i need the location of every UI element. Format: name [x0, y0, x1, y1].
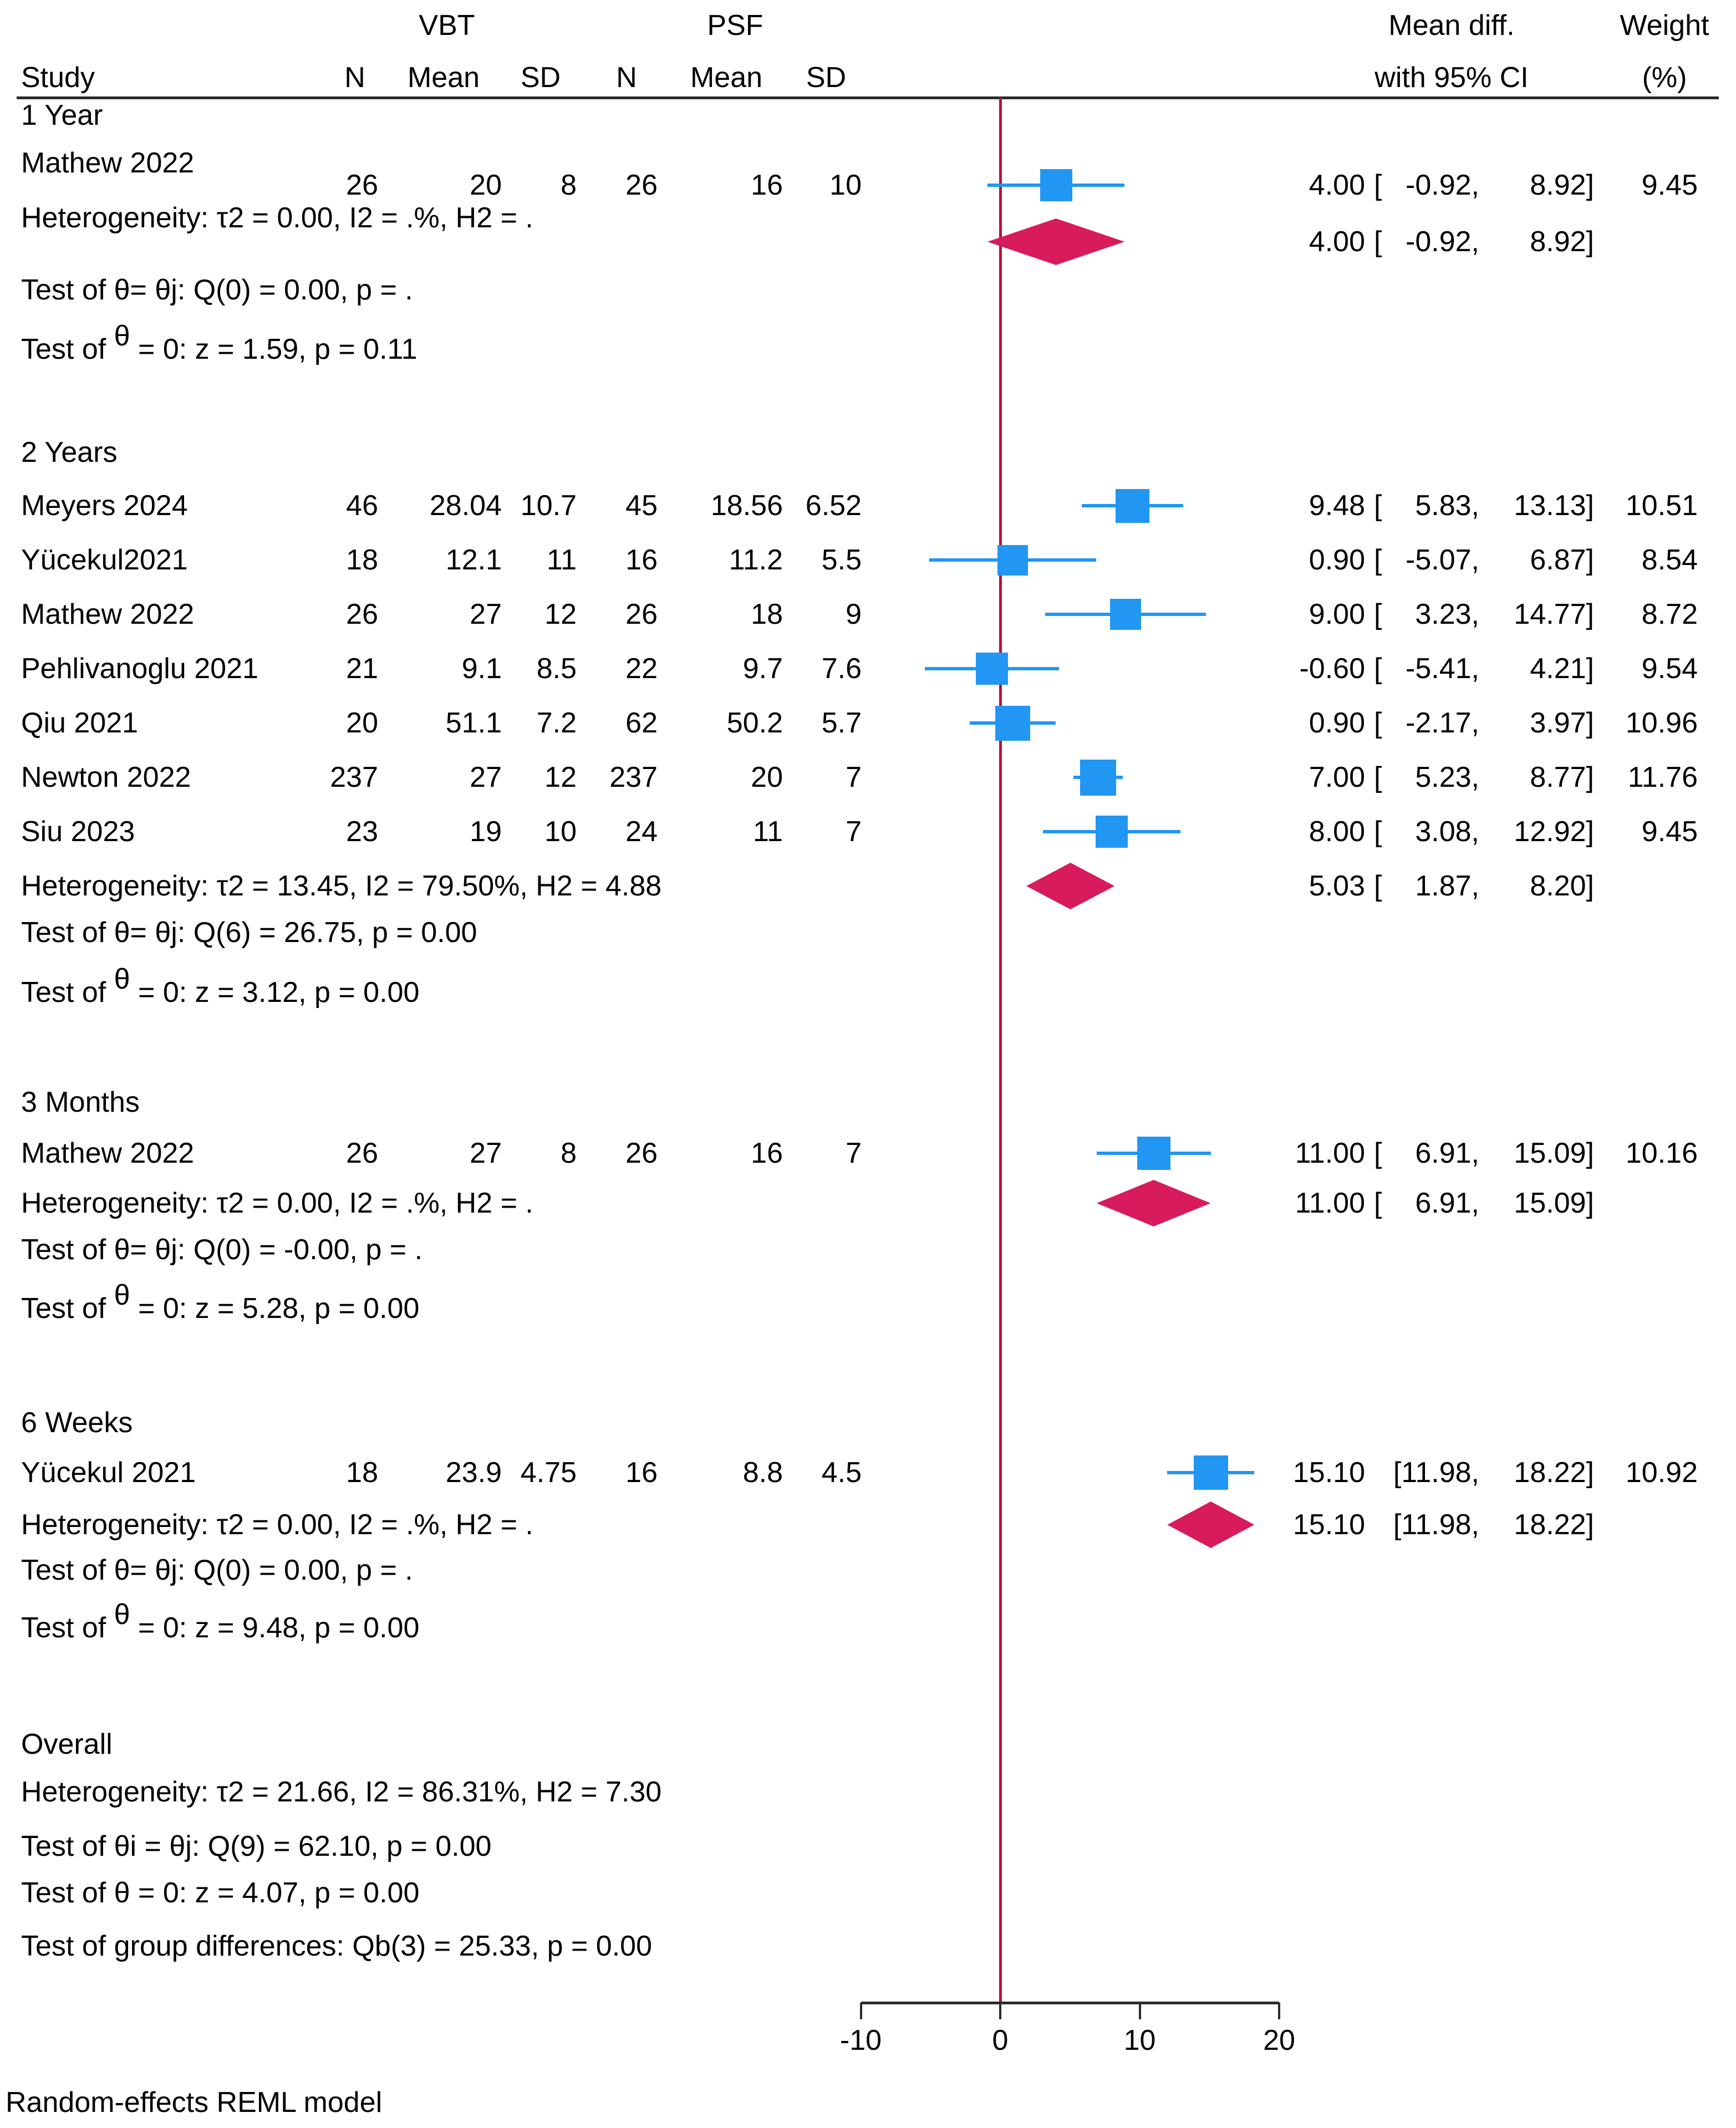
q-test-line: Test of θ= θj: Q(0) = 0.00, p = .: [21, 1554, 413, 1586]
x-axis-tick: [860, 2003, 862, 2019]
group1-header: VBT: [419, 9, 475, 42]
study-column-header: Study: [21, 62, 95, 94]
study-n1: 21: [346, 653, 378, 685]
study-estimate: 7.00: [1309, 761, 1365, 793]
study-estimate: 8.00: [1309, 816, 1365, 848]
pooled-ci-upper: 8.20]: [1530, 870, 1594, 902]
pooled-estimate: 15.10: [1292, 1509, 1365, 1541]
study-weight: 8.54: [1641, 544, 1698, 576]
study-mean1: 28.04: [429, 490, 502, 522]
study-mean1: 12.1: [445, 544, 502, 576]
study-n2: 237: [609, 761, 658, 793]
study-n1: 26: [346, 169, 378, 201]
study-ci-lower: 5.83,: [1415, 490, 1479, 522]
study-mean2: 16: [751, 169, 783, 201]
study-n2: 45: [625, 490, 658, 522]
study-ci-upper: 15.09]: [1514, 1137, 1594, 1169]
study-mean2: 16: [751, 1137, 783, 1169]
study-ci-lower: [11.98,: [1393, 1457, 1479, 1489]
study-name: Mathew 2022: [21, 147, 195, 179]
study-ci-upper: 6.87]: [1530, 544, 1594, 576]
effect-square: [976, 653, 1008, 685]
study-ci-lower: 6.91,: [1415, 1137, 1479, 1169]
study-name: Yücekul 2021: [21, 1457, 196, 1489]
study-sd1: 10.7: [520, 490, 577, 522]
study-open-bracket: [: [1374, 761, 1382, 793]
study-sd2: 4.5: [821, 1457, 862, 1489]
q-test-line: Test of θ= θj: Q(6) = 26.75, p = 0.00: [21, 917, 477, 949]
study-open-bracket: [: [1374, 544, 1382, 576]
study-ci-upper: 8.77]: [1530, 761, 1594, 793]
section-label: 3 Months: [21, 1086, 140, 1118]
study-ci-upper: 13.13]: [1514, 490, 1594, 522]
study-ci-upper: 3.97]: [1530, 707, 1594, 739]
study-ci-lower: -5.41,: [1406, 653, 1479, 685]
z-test-rest: = 0: z = 9.48, p = 0.00: [130, 1612, 420, 1644]
z-test-line: [21, 963, 420, 1009]
study-open-bracket: [: [1374, 598, 1382, 630]
study-sd1: 12: [544, 761, 577, 793]
n2-column-header: N: [616, 62, 637, 94]
study-estimate: 11.00: [1295, 1137, 1365, 1169]
study-mean1: 19: [470, 816, 502, 848]
n1-column-header: N: [344, 62, 365, 94]
study-mean2: 11.2: [729, 544, 783, 576]
study-n2: 62: [625, 707, 658, 739]
study-n1: 26: [346, 598, 378, 630]
study-sd2: 6.52: [805, 490, 862, 522]
study-open-bracket: [: [1374, 707, 1382, 739]
effect-square: [995, 706, 1030, 741]
study-n1: 26: [346, 1137, 378, 1169]
study-ci-lower: -5.07,: [1406, 544, 1479, 576]
study-estimate: 9.48: [1309, 490, 1365, 522]
pooled-estimate: 5.03: [1309, 870, 1365, 902]
study-mean1: 9.1: [461, 653, 502, 685]
pooled-diamond: [987, 218, 1124, 265]
study-n1: 46: [346, 490, 378, 522]
study-weight: 10.96: [1625, 707, 1698, 739]
study-mean2: 50.2: [726, 707, 783, 739]
study-sd2: 7: [846, 816, 862, 848]
study-sd1: 10: [544, 816, 577, 848]
study-ci-upper: 12.92]: [1514, 816, 1594, 848]
pooled-ci-lower: 1.87,: [1415, 870, 1479, 902]
z-test-line: [21, 1279, 420, 1325]
study-estimate: 9.00: [1309, 598, 1365, 630]
theta-symbol: θ: [114, 1877, 130, 1909]
pooled-diamond: [1167, 1501, 1254, 1548]
theta-symbol: θ: [114, 1279, 130, 1311]
study-weight: 10.51: [1625, 490, 1698, 522]
study-mean1: 20: [470, 169, 502, 201]
pooled-diamond: [1097, 1180, 1211, 1226]
study-sd1: 7.2: [536, 707, 577, 739]
pooled-open-bracket: [: [1374, 870, 1382, 902]
study-mean1: 27: [470, 761, 502, 793]
study-open-bracket: [: [1374, 169, 1382, 201]
study-mean1: 51.1: [445, 707, 502, 739]
study-sd2: 5.7: [821, 707, 862, 739]
study-name: Qiu 2021: [21, 707, 139, 739]
z-test-prefix: Test of: [21, 976, 114, 1009]
effect-header-line2: with 95% CI: [1374, 62, 1529, 94]
study-sd1: 8: [561, 1137, 577, 1169]
study-n2: 26: [625, 169, 658, 201]
study-n2: 26: [625, 598, 658, 630]
q-test-line: Test of θ= θj: Q(0) = -0.00, p = .: [21, 1234, 423, 1266]
pooled-ci-lower: 6.91,: [1415, 1187, 1479, 1219]
study-mean1: 23.9: [445, 1457, 502, 1489]
section-label: 1 Year: [21, 99, 103, 131]
study-n2: 26: [625, 1137, 658, 1169]
study-open-bracket: [: [1374, 816, 1382, 848]
pooled-ci-upper: 15.09]: [1514, 1187, 1594, 1219]
study-name: Siu 2023: [21, 816, 135, 848]
overall-z-test-line: [21, 1878, 419, 1907]
heterogeneity-line: Heterogeneity: τ2 = 0.00, I2 = .%, H2 = .: [21, 202, 533, 234]
study-ci-lower: 5.23,: [1415, 761, 1479, 793]
study-estimate: 0.90: [1309, 707, 1365, 739]
study-sd2: 7.6: [821, 653, 862, 685]
z-test-prefix: Test of: [21, 1877, 114, 1909]
effect-square: [1080, 760, 1116, 796]
study-estimate: 4.00: [1309, 169, 1365, 201]
x-axis-tick: [999, 2003, 1001, 2019]
study-sd1: 4.75: [520, 1457, 577, 1489]
study-mean2: 18.56: [710, 490, 783, 522]
heterogeneity-line: Heterogeneity: τ2 = 13.45, I2 = 79.50%, H2 = 4.88: [21, 870, 662, 902]
effect-square: [1040, 169, 1072, 201]
effect-square: [997, 545, 1028, 576]
overall-label: Overall: [21, 1728, 113, 1760]
weight-header-line1: Weight: [1620, 9, 1709, 42]
weight-header-line2: (%): [1642, 62, 1687, 94]
study-sd1: 11: [547, 544, 577, 576]
pooled-open-bracket: [: [1374, 226, 1382, 258]
study-weight: 11.76: [1627, 761, 1698, 793]
study-mean2: 8.8: [742, 1457, 783, 1489]
study-ci-upper: 4.21]: [1530, 653, 1594, 685]
study-weight: 9.45: [1641, 169, 1698, 201]
study-mean2: 11: [753, 816, 783, 848]
study-weight: 9.45: [1641, 816, 1698, 848]
study-mean2: 20: [751, 761, 783, 793]
heterogeneity-line: Heterogeneity: τ2 = 0.00, I2 = .%, H2 = .: [21, 1187, 533, 1219]
section-label: 6 Weeks: [21, 1407, 133, 1439]
study-ci-lower: -0.92,: [1406, 169, 1479, 201]
study-name: Yücekul2021: [21, 544, 188, 576]
effect-square: [1110, 599, 1141, 630]
heterogeneity-line: Heterogeneity: τ2 = 0.00, I2 = .%, H2 = .: [21, 1509, 533, 1541]
q-test-line: Test of θ= θj: Q(0) = 0.00, p = .: [21, 274, 413, 306]
model-footnote: Random-effects REML model: [6, 2086, 383, 2119]
study-sd2: 7: [846, 761, 862, 793]
study-mean2: 9.7: [742, 653, 783, 685]
z-test-prefix: Test of: [21, 1612, 114, 1644]
study-name: Mathew 2022: [21, 1137, 195, 1169]
pooled-estimate: 4.00: [1309, 226, 1365, 258]
z-test-prefix: Test of: [21, 333, 114, 365]
effect-square: [1116, 489, 1149, 523]
study-estimate: 15.10: [1292, 1457, 1365, 1489]
study-weight: 9.54: [1641, 653, 1698, 685]
z-test-rest: = 0: z = 1.59, p = 0.11: [130, 333, 418, 365]
study-mean1: 27: [470, 1137, 502, 1169]
reference-line: [999, 98, 1002, 2003]
study-n1: 18: [346, 544, 378, 576]
x-axis-tick-label: 0: [992, 2024, 1009, 2056]
overall-q-test-line: Test of θi = θj: Q(9) = 62.10, p = 0.00: [21, 1830, 492, 1862]
header-rule: [17, 96, 1719, 99]
effect-square: [1194, 1455, 1228, 1490]
sd2-column-header: SD: [806, 62, 847, 94]
pooled-ci-lower: [11.98,: [1393, 1509, 1479, 1541]
z-test-prefix: Test of: [21, 1292, 114, 1325]
study-n2: 16: [625, 1457, 658, 1489]
z-test-line: [21, 320, 418, 365]
study-estimate: -0.60: [1299, 653, 1365, 685]
study-sd2: 5.5: [821, 544, 862, 576]
study-open-bracket: [: [1374, 653, 1382, 685]
study-n1: 18: [346, 1457, 378, 1489]
pooled-open-bracket: [: [1374, 1187, 1382, 1219]
pooled-ci-lower: -0.92,: [1406, 226, 1479, 258]
group2-header: PSF: [707, 9, 763, 42]
z-test-line: [21, 1598, 420, 1644]
study-name: Newton 2022: [21, 761, 191, 793]
section-label: 2 Years: [21, 436, 118, 469]
study-open-bracket: [: [1374, 490, 1382, 522]
study-n2: 24: [625, 816, 658, 848]
pooled-ci-upper: 18.22]: [1514, 1509, 1594, 1541]
study-open-bracket: [: [1374, 1137, 1382, 1169]
study-name: Mathew 2022: [21, 598, 195, 630]
z-test-rest: = 0: z = 5.28, p = 0.00: [130, 1292, 420, 1325]
study-estimate: 0.90: [1309, 544, 1365, 576]
effect-square: [1137, 1137, 1170, 1170]
study-weight: 10.16: [1625, 1137, 1698, 1169]
sd1-column-header: SD: [520, 62, 561, 94]
study-sd1: 8: [561, 169, 577, 201]
study-weight: 8.72: [1641, 598, 1698, 630]
theta-symbol: θ: [114, 1598, 130, 1631]
study-n2: 16: [625, 544, 658, 576]
study-ci-lower: -2.17,: [1406, 707, 1479, 739]
study-sd2: 7: [846, 1137, 862, 1169]
theta-symbol: θ: [114, 320, 130, 352]
study-n1: 23: [346, 816, 378, 848]
study-n1: 20: [346, 707, 378, 739]
study-mean2: 18: [751, 598, 783, 630]
study-ci-lower: 3.23,: [1415, 598, 1479, 630]
pooled-ci-upper: 8.92]: [1530, 226, 1594, 258]
study-sd1: 8.5: [536, 653, 577, 685]
x-axis-line: [861, 2002, 1280, 2004]
mean2-column-header: Mean: [690, 62, 763, 94]
effect-header-line1: Mean diff.: [1388, 9, 1515, 42]
study-n1: 237: [330, 761, 378, 793]
study-ci-upper: 18.22]: [1514, 1457, 1594, 1489]
study-n2: 22: [625, 653, 658, 685]
study-sd2: 9: [846, 598, 862, 630]
study-sd1: 12: [544, 598, 577, 630]
study-name: Meyers 2024: [21, 490, 188, 522]
group-differences-line: Test of group differences: Qb(3) = 25.33, p = 0.00: [21, 1930, 652, 1962]
z-test-rest: = 0: z = 3.12, p = 0.00: [130, 976, 420, 1009]
study-ci-upper: 14.77]: [1514, 598, 1594, 630]
study-sd2: 10: [829, 169, 862, 201]
study-ci-lower: 3.08,: [1415, 816, 1479, 848]
study-name: Pehlivanoglu 2021: [21, 653, 258, 685]
x-axis-tick-label: 10: [1123, 2024, 1156, 2056]
mean1-column-header: Mean: [407, 62, 480, 94]
pooled-diamond: [1026, 863, 1114, 909]
study-ci-upper: 8.92]: [1530, 169, 1594, 201]
x-axis-tick: [1139, 2003, 1141, 2019]
study-weight: 10.92: [1625, 1457, 1698, 1489]
x-axis-tick: [1278, 2003, 1280, 2019]
x-axis-tick-label: 20: [1263, 2024, 1295, 2056]
theta-symbol: θ: [114, 963, 130, 995]
pooled-estimate: 11.00: [1295, 1187, 1365, 1219]
x-axis-tick-label: -10: [839, 2024, 882, 2056]
study-mean1: 27: [470, 598, 502, 630]
overall-heterogeneity-line: Heterogeneity: τ2 = 21.66, I2 = 86.31%, H2 = 7.30: [21, 1776, 662, 1808]
z-test-rest: = 0: z = 4.07, p = 0.00: [130, 1877, 420, 1909]
effect-square: [1096, 816, 1128, 848]
